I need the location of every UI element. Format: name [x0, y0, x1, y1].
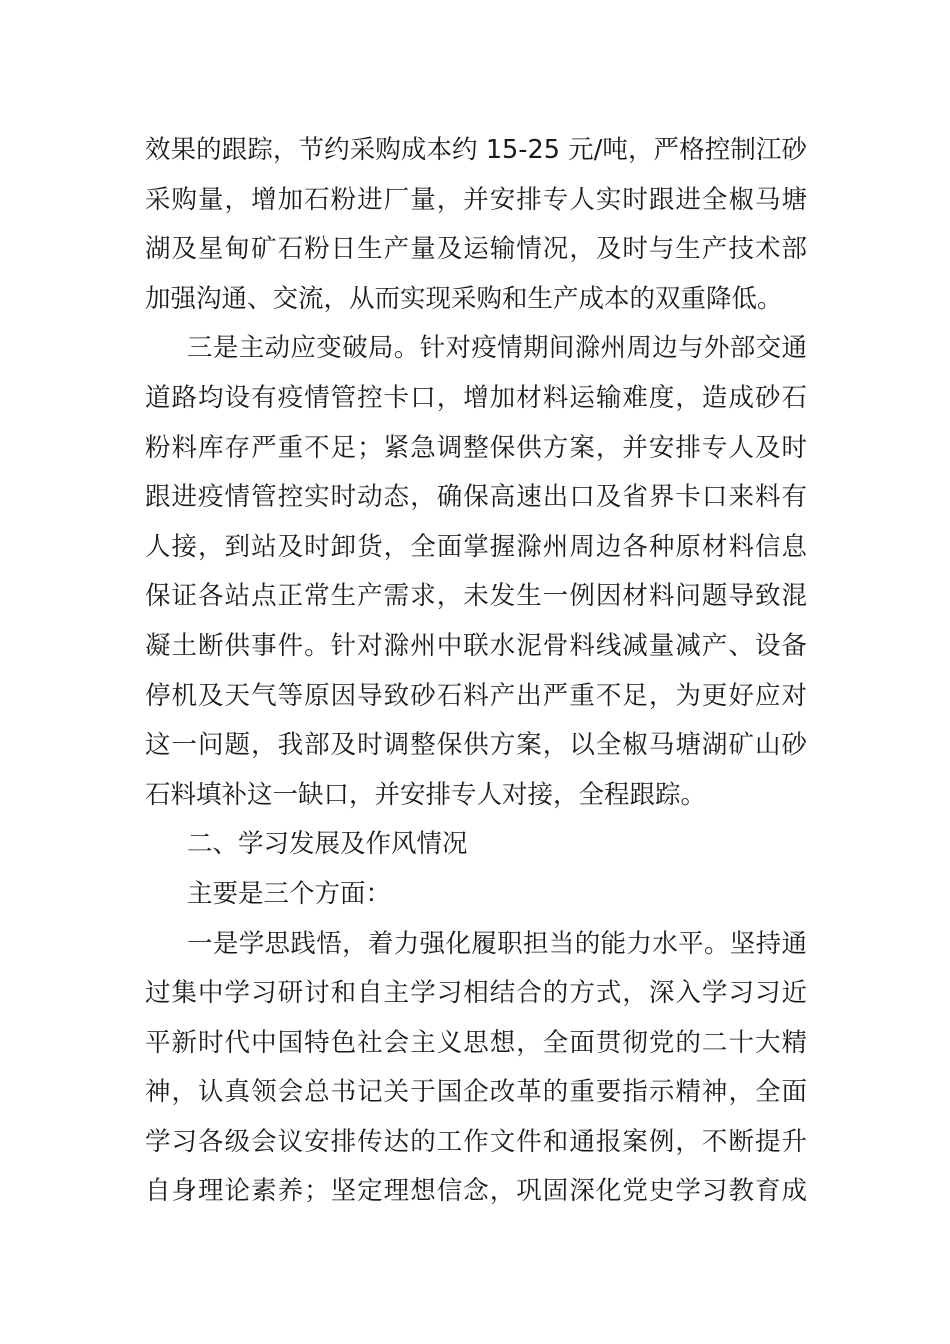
text-line: 效果的跟踪，节约采购成本约 15-25 元/吨，严格控制江砂 [145, 135, 807, 165]
body-text [145, 126, 807, 1217]
text-line: 加强沟通、交流，从而实现采购和生产成本的双重降低。 [145, 283, 783, 314]
text-line: 自身理论素养；坚定理想信念，巩固深化党史学习教育成 [145, 1176, 807, 1207]
text-line: 停机及天气等原因导致砂石料产出严重不足，为更好应对 [145, 680, 807, 711]
text-line: 凝土断供事件。针对滁州中联水泥骨料线减量减产、设备 [145, 630, 807, 661]
text-line: 跟进疫情管控实时动态，确保高速出口及省界卡口来料有 [145, 482, 807, 513]
text-line: 神，认真领会总书记关于国企改革的重要指示精神，全面 [145, 1077, 807, 1108]
text-line: 学习各级会议安排传达的工作文件和通报案例，不断提升 [145, 1126, 807, 1157]
text-line: 粉料库存严重不足；紧急调整保供方案，并安排专人及时 [145, 432, 807, 463]
text-line: 这一问题，我部及时调整保供方案，以全椒马塘湖矿山砂 [145, 730, 807, 761]
text-line: 道路均设有疫情管控卡口，增加材料运输难度，造成砂石 [145, 382, 807, 413]
text-line: 三是主动应变破局。针对疫情期间滁州周边与外部交通 [187, 333, 807, 364]
text-line: 二、学习发展及作风情况 [187, 829, 468, 860]
text-line: 采购量，增加石粉进厂量，并安排专人实时跟进全椒马塘 [145, 184, 807, 215]
text-line: 保证各站点正常生产需求，未发生一例因材料问题导致混 [145, 581, 807, 612]
text-line: 平新时代中国特色社会主义思想，全面贯彻党的二十大精 [145, 1027, 807, 1058]
text-line: 人接，到站及时卸货，全面掌握滁州周边各种原材料信息 [145, 531, 807, 562]
text-line: 湖及星甸矿石粉日生产量及运输情况，及时与生产技术部 [145, 234, 807, 265]
text-line: 主要是三个方面： [187, 878, 392, 909]
text-line: 石料填补这一缺口，并安排专人对接，全程跟踪。 [145, 779, 707, 810]
text-line: 过集中学习研讨和自主学习相结合的方式，深入学习习近 [145, 978, 807, 1009]
text-line: 一是学思践悟，着力强化履职担当的能力水平。坚持通 [187, 928, 807, 959]
